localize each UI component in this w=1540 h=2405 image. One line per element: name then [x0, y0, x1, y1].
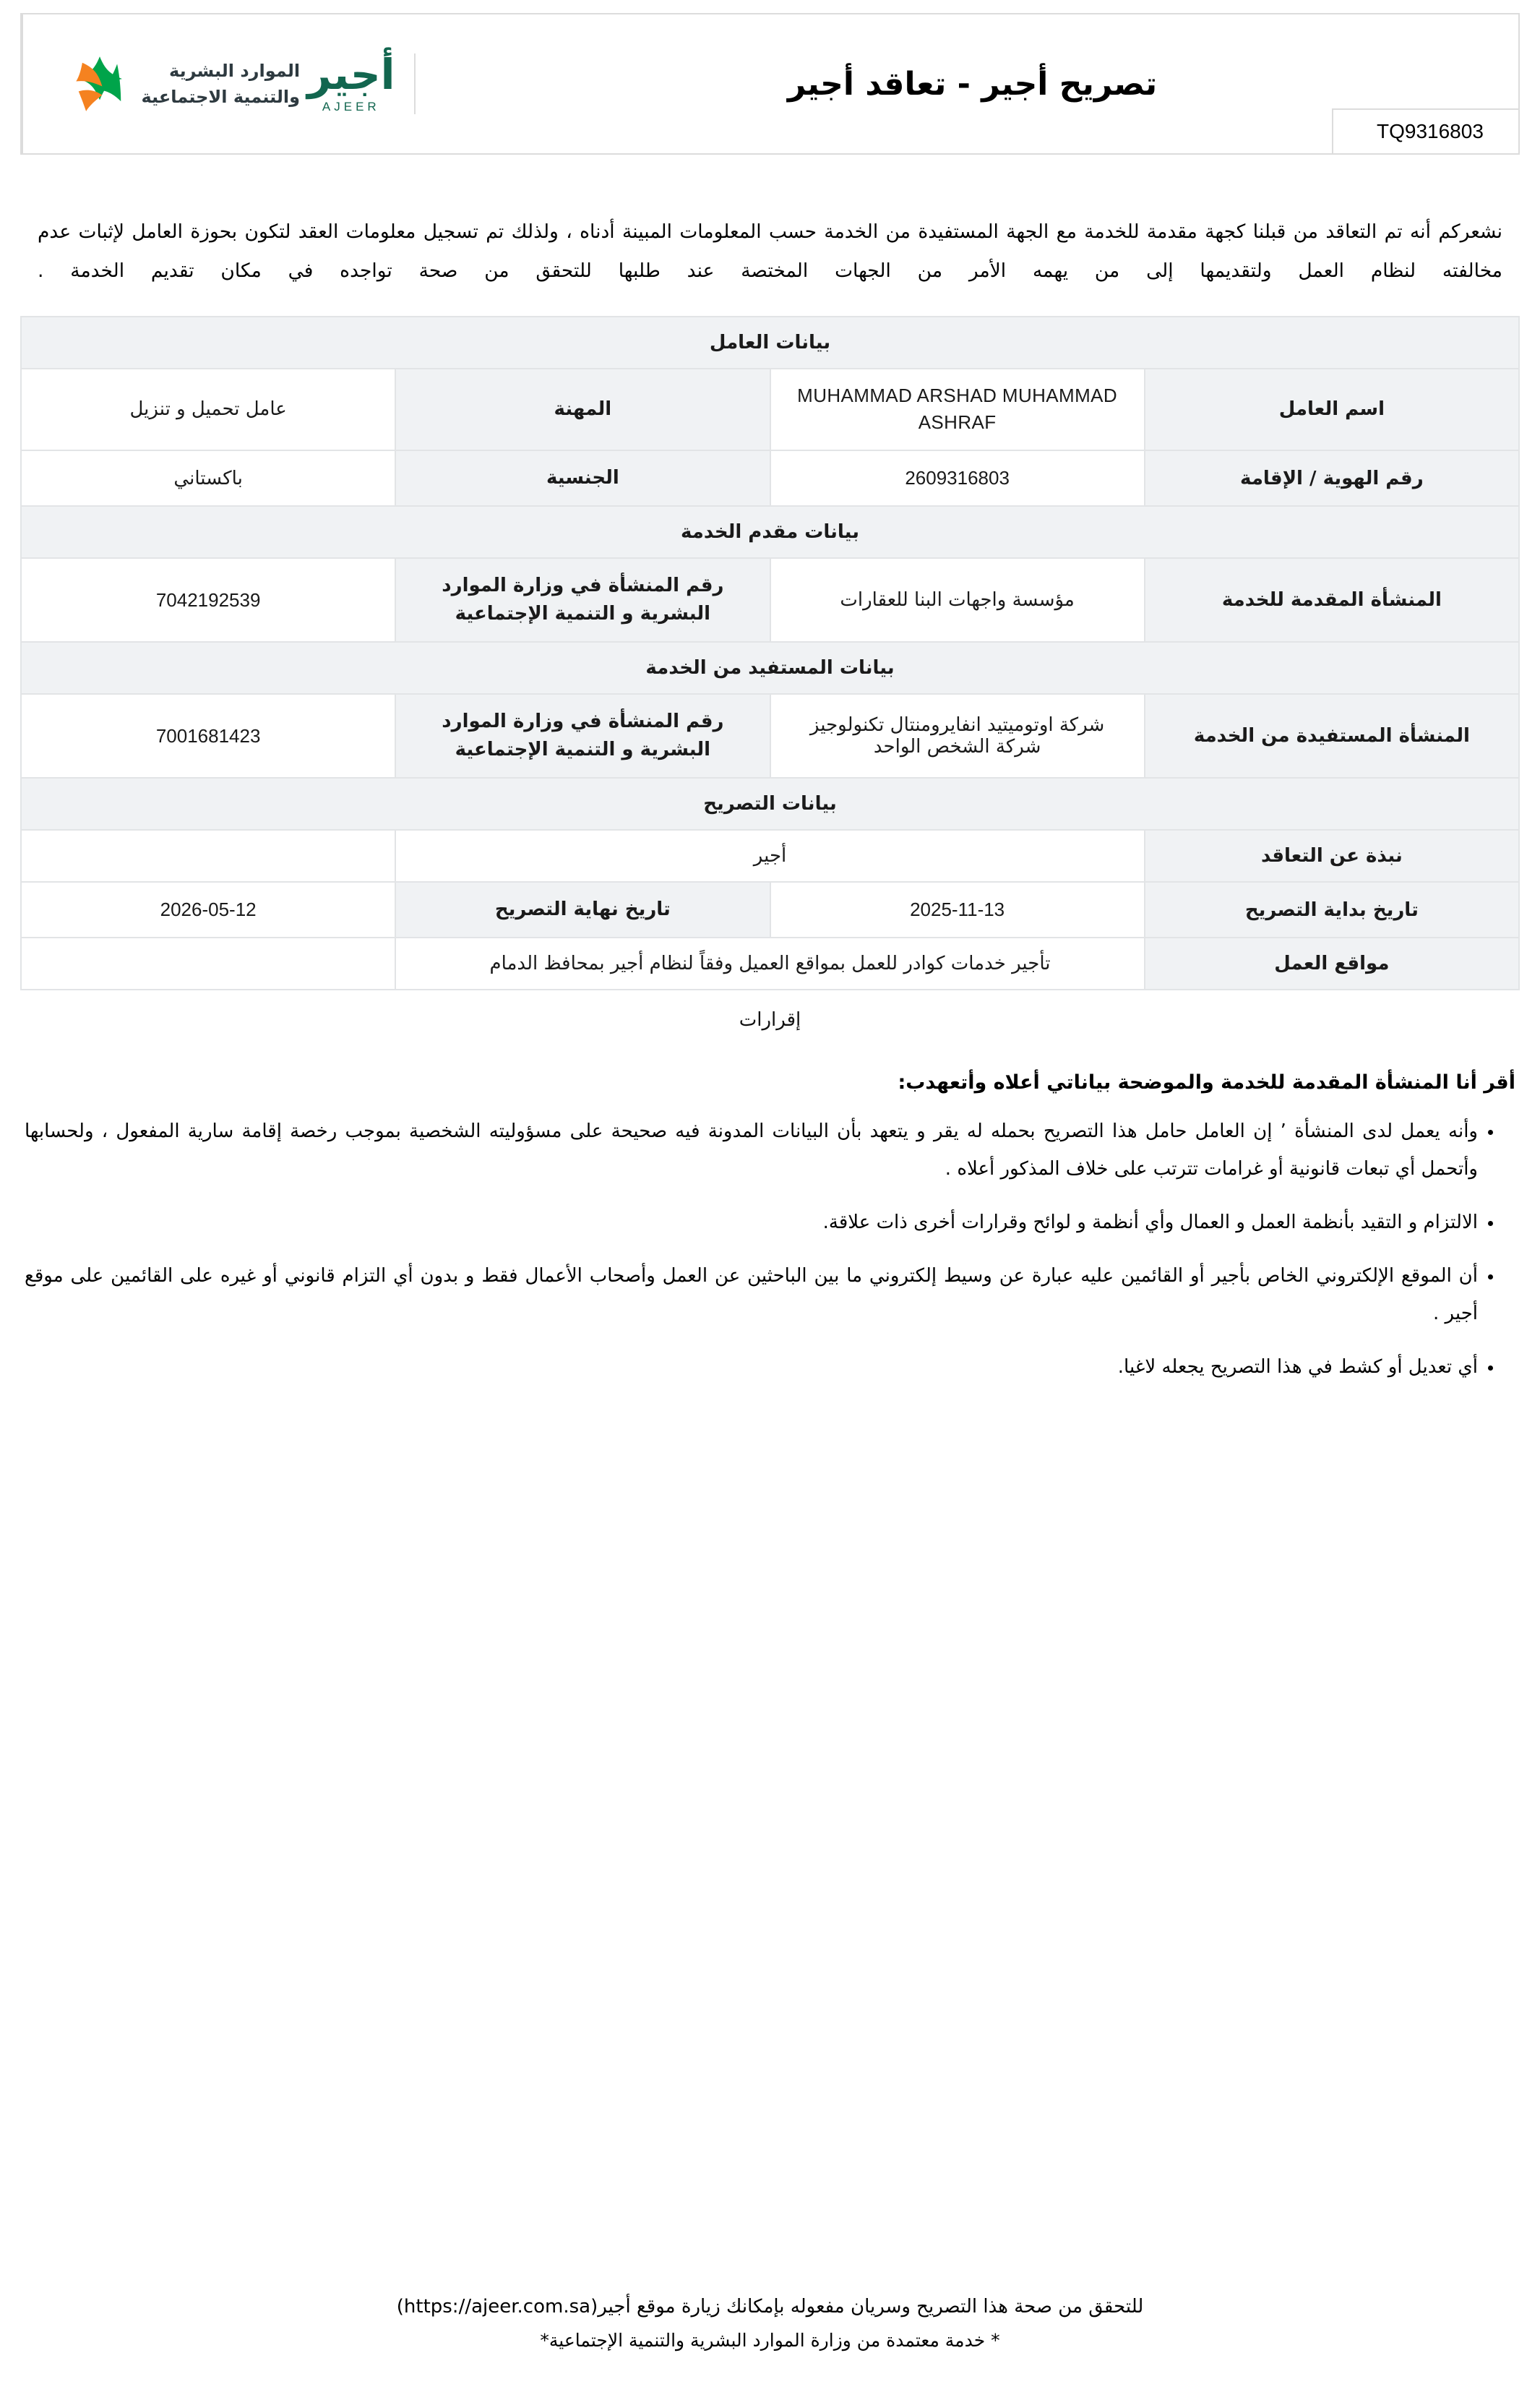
document-footer [0, 2289, 1540, 2357]
row-mid-value: عامل تحميل و تنزيل [21, 369, 395, 450]
footer-ministry-text: * خدمة معتمدة من وزارة الموارد البشرية والتنمية الإجتماعية* [540, 2329, 1000, 2351]
section-title-provider: بيانات مقدم الخدمة [21, 506, 1519, 558]
row-label: تاريخ بداية التصريح [1145, 882, 1519, 938]
row-label: مواقع العمل [1145, 938, 1519, 990]
row-value: أجير [395, 830, 1145, 882]
section-title-beneficiary: بيانات المستفيد من الخدمة [21, 642, 1519, 694]
row-label: نبذة عن التعاقد [1145, 830, 1519, 882]
row-mid-value: باكستاني [21, 450, 395, 506]
ajeer-subtitle: AJEER [322, 100, 380, 113]
row-empty-cell [21, 830, 395, 882]
table-row [21, 882, 1519, 938]
row-mid-label: تاريخ نهاية التصريح [395, 882, 770, 938]
list-item: • الالتزام و التقيد بأنظمة العمل و العمال وأي أنظمة و لوائح وقرارات أخرى ذات علاقة. [25, 1204, 1478, 1241]
row-mid-value: 7001681423 [21, 694, 395, 778]
list-item: • وأنه يعمل لدى المنشأة ’ إن العامل حامل هذا التصريح بحمله له يقر و يتعهد بأن البيانات المدونة فيه صحيحة على مسؤوليته الشخصية بموجب رخصة إقامة سارية المفعول ، ولحسابها وأتحمل أي تبعات قانونية أو غرامات تترتب على خلاف المذكور أعلاه . [25, 1113, 1478, 1188]
row-value: مؤسسة واجهات البنا للعقارات [770, 558, 1145, 642]
row-mid-value: 2026-05-12 [21, 882, 395, 938]
row-value: تأجير خدمات كوادر للعمل بمواقع العميل وفقاً لنظام أجير بمحافظ الدمام [395, 938, 1145, 990]
table-row [21, 830, 1519, 882]
list-item: • أن الموقع الإلكتروني الخاص بأجير أو القائمين عليه عبارة عن وسيط إلكتروني ما بين الباحثين عن العمل وأصحاب الأعمال فقط و بدون أي التزام قانوني أو غيره على القائمين على موقع أجير . [25, 1257, 1478, 1332]
ajeer-wordmark: أجير [307, 50, 395, 99]
row-mid-label: رقم المنشأة في وزارة الموارد البشرية و التنمية الإجتماعية [395, 558, 770, 642]
ajeer-logo [307, 50, 415, 114]
section-title-permit: بيانات التصريح [21, 778, 1519, 830]
hrsd-line-2: والتنمية الاجتماعية [141, 87, 301, 107]
section-header-row [21, 642, 1519, 694]
declarations-caption: إقرارات [739, 1009, 801, 1031]
hrsd-line-1: الموارد البشرية [169, 61, 301, 81]
row-empty-cell [21, 938, 395, 990]
intro-paragraph: نشعركم أنه تم التعاقد من قبلنا كجهة مقدمة للخدمة مع الجهة المستفيدة من الخدمة حسب المعلومات المبينة أدناه ، ولذلك تم تسجيل معلومات العقد لتكون بحوزة العامل لإثبات عدم مخالفته لنظام العمل ولتقديمها إلى من يهمه الأمر من الجهات المختصة عند طلبها للتحقق من صحة تواجده في مكان تقديم الخدمة . [38, 220, 1502, 283]
table-row [21, 450, 1519, 506]
row-label: اسم العامل [1145, 369, 1519, 450]
section-header-row [21, 317, 1519, 369]
section-header-row [21, 778, 1519, 830]
row-value: MUHAMMAD ARSHAD MUHAMMAD ASHRAF [770, 369, 1145, 450]
declarations-list [25, 1113, 1502, 1386]
row-label: رقم الهوية / الإقامة [1145, 450, 1519, 506]
row-mid-label: رقم المنشأة في وزارة الموارد البشرية و التنمية الإجتماعية [395, 694, 770, 778]
document-header [20, 13, 1520, 155]
table-row [21, 938, 1519, 990]
table-row [21, 694, 1519, 778]
table-row [21, 369, 1519, 450]
hrsd-emblem-icon [69, 53, 131, 115]
row-value: 2025-11-13 [770, 882, 1145, 938]
details-table [20, 316, 1520, 990]
table-row [21, 558, 1519, 642]
page-title: تصريح أجير - تعاقد أجير [787, 65, 1158, 103]
row-value: شركة اوتوميتيد انفايرومنتال تكنولوجيز شركة الشخص الواحد [770, 694, 1145, 778]
header-logos [22, 14, 470, 153]
row-mid-label: الجنسية [395, 450, 770, 506]
request-number: TQ9316803 [1332, 108, 1520, 155]
section-header-row [21, 506, 1519, 558]
row-value: 2609316803 [770, 450, 1145, 506]
declarations-heading: أقر أنا المنشأة المقدمة للخدمة والموضحة بياناتي أعلاه وأتعهدب: [898, 1071, 1515, 1094]
hrsd-logo [69, 53, 300, 115]
section-title-worker: بيانات العامل [21, 317, 1519, 369]
footer-verify-text: للتحقق من صحة هذا التصريح وسريان مفعوله بإمكانك زيارة موقع أجير(https://ajeer.com.sa) [396, 2295, 1144, 2318]
document-page [0, 13, 1540, 2405]
row-label: المنشأة المستفيدة من الخدمة [1145, 694, 1519, 778]
row-mid-label: المهنة [395, 369, 770, 450]
row-label: المنشأة المقدمة للخدمة [1145, 558, 1519, 642]
row-mid-value: 7042192539 [21, 558, 395, 642]
list-item: • أي تعديل أو كشط في هذا التصريح يجعله لاغيا. [25, 1348, 1478, 1386]
hrsd-wordmark [141, 58, 300, 110]
